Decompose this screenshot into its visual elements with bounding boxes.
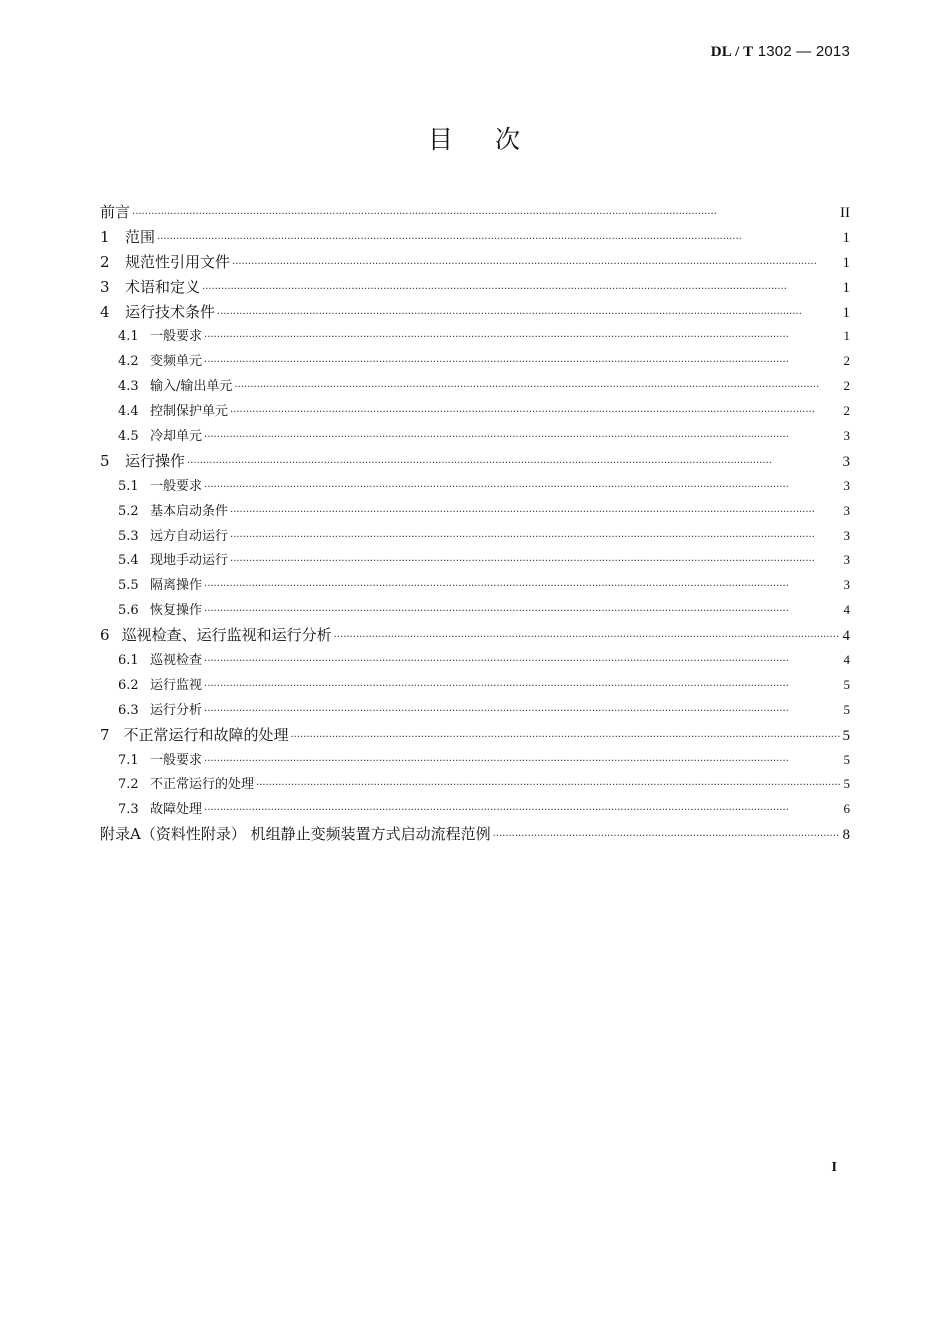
- toc-entry-label: 巡视检查、运行监视和运行分析: [121, 626, 332, 645]
- toc-entry-page: 1: [843, 328, 850, 344]
- standard-code: [711, 43, 850, 61]
- toc-entry-number: 5: [100, 451, 110, 470]
- toc-leader-dots: [291, 723, 841, 748]
- toc-entry[interactable]: [100, 499, 850, 524]
- toc-entry-number: 4.4: [118, 404, 139, 420]
- toc-entry[interactable]: [100, 524, 850, 549]
- toc-entry[interactable]: [100, 698, 850, 723]
- toc-entry-label: 远方自动运行: [150, 528, 229, 544]
- toc-leader-dots: [202, 275, 840, 300]
- title-char-1: 目: [427, 125, 455, 154]
- toc-leader-dots: [204, 475, 840, 499]
- toc-leader-dots: [204, 798, 840, 822]
- toc-entry-number: 7.2: [118, 777, 139, 793]
- toc-entry-number: 5.3: [118, 528, 139, 544]
- toc-entry-page: 3: [843, 477, 850, 493]
- toc-entry-label: 输入/输出单元: [150, 379, 233, 395]
- toc-leader-dots: [157, 225, 840, 250]
- toc-entry-label: 巡视检查: [150, 653, 203, 669]
- toc-entry-number: 4.3: [118, 379, 139, 395]
- toc-leader-dots: [234, 375, 840, 399]
- toc-entry-label: 运行操作: [125, 451, 186, 470]
- toc-leader-dots: [204, 350, 840, 374]
- toc-leader-dots: [204, 699, 840, 723]
- toc-entry-number: 5.6: [118, 603, 139, 619]
- toc-leader-dots: [230, 500, 840, 524]
- toc-leader-dots: [217, 300, 840, 325]
- toc-entry-page: 3: [843, 552, 850, 568]
- toc-entry[interactable]: [100, 548, 850, 573]
- toc-entry-label: 前言: [100, 203, 131, 221]
- toc-entry-page: 3: [843, 527, 850, 543]
- toc-entry[interactable]: [100, 449, 850, 474]
- toc-entry-number: 1: [100, 227, 110, 246]
- toc-entry[interactable]: [100, 349, 850, 374]
- toc-entry-number: 6.3: [118, 702, 139, 718]
- toc-entry-page: 4: [842, 628, 850, 645]
- toc-entry-page: 2: [843, 353, 850, 369]
- toc-entry-label: 运行技术条件: [125, 302, 216, 321]
- toc-entry[interactable]: [100, 399, 850, 424]
- toc-entry-label: 恢复操作: [150, 603, 203, 619]
- toc-leader-dots: [493, 822, 840, 847]
- toc-leader-dots: [256, 773, 840, 797]
- toc-entry[interactable]: [100, 772, 850, 797]
- toc-entry-number: 6.2: [118, 677, 139, 693]
- toc-entry-label: 变频单元: [150, 354, 203, 370]
- toc-entry-label: 冷却单元: [150, 429, 203, 445]
- toc-entry-page: 5: [843, 776, 850, 792]
- toc-entry-page: 3: [842, 453, 850, 470]
- toc-leader-dots: [187, 449, 840, 474]
- toc-entry[interactable]: [100, 748, 850, 773]
- toc-entry-number: 2: [100, 252, 110, 271]
- toc-entry-label: 一般要求: [150, 752, 203, 768]
- toc-entry-page: 2: [843, 378, 850, 394]
- footer-page-number: I: [831, 1160, 837, 1175]
- toc-entry-page: 1: [842, 304, 850, 321]
- toc-entry-page: 3: [843, 577, 850, 593]
- toc-entry-page: 5: [842, 727, 850, 744]
- toc-entry-page: 3: [843, 502, 850, 518]
- toc-leader-dots: [204, 674, 840, 698]
- toc-entry-page: 5: [843, 751, 850, 767]
- toc-entry[interactable]: [100, 573, 850, 598]
- toc-entry[interactable]: [100, 225, 850, 250]
- toc-entry[interactable]: [100, 374, 850, 399]
- toc-leader-dots: [204, 325, 840, 349]
- toc-entry-number: 4.2: [118, 354, 139, 370]
- toc-entry[interactable]: [100, 648, 850, 673]
- toc-entry-label: 附录A（资料性附录） 机组静止变频装置方式启动流程范例: [100, 825, 491, 844]
- toc-entry-label: 不正常运行的处理: [149, 777, 254, 793]
- toc-entry[interactable]: [100, 200, 850, 225]
- toc-leader-dots: [204, 599, 840, 623]
- toc-entry-number: 4.5: [118, 429, 139, 445]
- toc-entry-number: 7: [100, 725, 110, 744]
- toc-entry-label: 运行监视: [150, 677, 203, 693]
- toc-entry-label: 现地手动运行: [150, 553, 229, 569]
- toc-leader-dots: [230, 400, 840, 424]
- toc-entry-number: 3: [100, 277, 110, 296]
- toc-leader-dots: [230, 549, 840, 573]
- toc-leader-dots: [204, 649, 840, 673]
- toc-entry[interactable]: [100, 424, 850, 449]
- toc-entry-number: 7.3: [118, 802, 139, 818]
- toc-entry-number: 5.2: [118, 503, 139, 519]
- toc-entry-page: 8: [842, 827, 850, 844]
- toc-entry-page: 4: [843, 602, 850, 618]
- toc-entry[interactable]: [100, 300, 850, 325]
- toc-entry-label: 一般要求: [150, 478, 203, 494]
- toc-leader-dots: [232, 250, 840, 275]
- toc-entry-number: 7.1: [118, 752, 139, 768]
- page-title: [0, 120, 950, 156]
- toc-entry-number: 5.1: [118, 478, 139, 494]
- toc-entry-page: II: [840, 205, 850, 221]
- toc-entry[interactable]: [100, 275, 850, 300]
- toc-entry-number: 5.4: [118, 553, 139, 569]
- toc-entry-page: 4: [843, 652, 850, 668]
- toc-entry-number: 6: [100, 626, 110, 645]
- toc-entry-label: 规范性引用文件: [125, 252, 231, 271]
- table-of-contents: [100, 200, 850, 847]
- toc-entry-page: 2: [843, 403, 850, 419]
- toc-entry[interactable]: [100, 474, 850, 499]
- toc-entry-label: 一般要求: [150, 329, 203, 345]
- toc-entry[interactable]: [100, 623, 850, 648]
- standard-prefix: DL / T: [710, 44, 754, 60]
- toc-entry[interactable]: [100, 822, 850, 847]
- toc-entry-page: 5: [843, 676, 850, 692]
- title-char-2: 次: [495, 125, 523, 154]
- toc-leader-dots: [204, 574, 840, 598]
- toc-entry[interactable]: [100, 797, 850, 822]
- toc-entry-label: 术语和定义: [125, 277, 201, 296]
- toc-entry-label: 基本启动条件: [150, 503, 229, 519]
- toc-leader-dots: [132, 200, 838, 225]
- toc-entry-page: 1: [842, 229, 850, 246]
- toc-leader-dots: [204, 425, 840, 449]
- toc-entry-label: 范围: [125, 227, 156, 246]
- toc-entry-number: 4.1: [118, 329, 139, 345]
- toc-entry-label: 隔离操作: [150, 578, 203, 594]
- toc-entry-number: 4: [100, 302, 110, 321]
- toc-entry-label: 控制保护单元: [150, 404, 229, 420]
- toc-entry-label: 不正常运行和故障的处理: [123, 725, 289, 744]
- toc-entry[interactable]: [100, 673, 850, 698]
- toc-entry-page: 1: [842, 254, 850, 271]
- toc-leader-dots: [334, 623, 840, 648]
- toc-entry-number: 5.5: [118, 578, 139, 594]
- toc-entry-label: 运行分析: [150, 702, 203, 718]
- toc-entry-page: 1: [842, 279, 850, 296]
- toc-entry-page: 5: [843, 701, 850, 717]
- standard-number: 1302 — 2013: [757, 43, 850, 60]
- toc-entry-page: 3: [843, 428, 850, 444]
- toc-leader-dots: [204, 749, 840, 773]
- toc-entry[interactable]: [100, 324, 850, 349]
- toc-entry-label: 故障处理: [150, 802, 203, 818]
- toc-entry[interactable]: [100, 723, 850, 748]
- toc-entry-number: 6.1: [118, 653, 139, 669]
- toc-entry[interactable]: [100, 250, 850, 275]
- toc-entry-page: 6: [843, 801, 850, 817]
- toc-leader-dots: [230, 525, 840, 549]
- toc-entry[interactable]: [100, 598, 850, 623]
